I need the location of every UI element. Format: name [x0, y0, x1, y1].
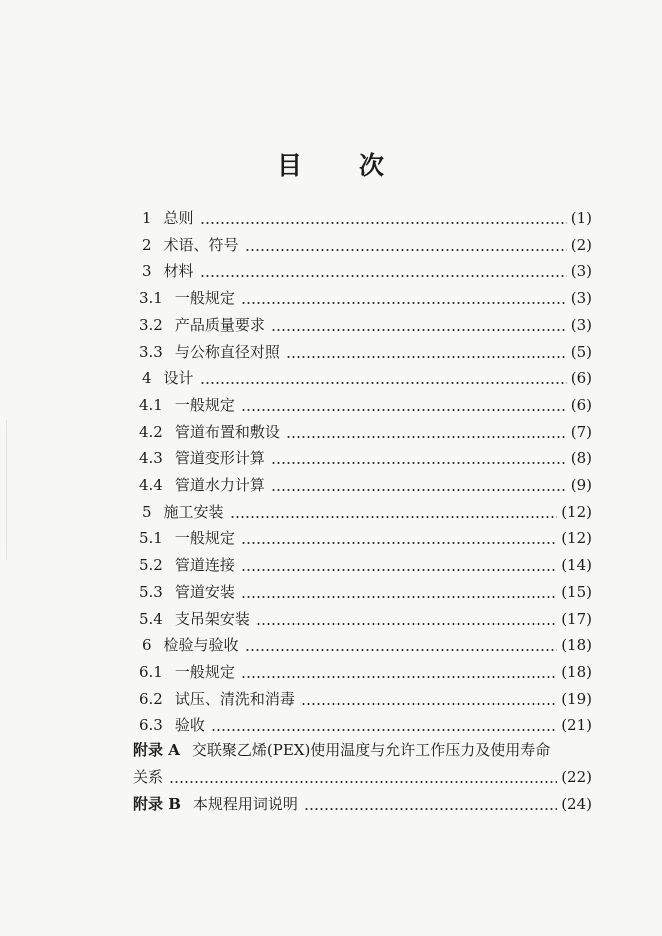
toc-entry [139, 311, 592, 335]
toc-entry-number: 4.4 [139, 476, 163, 494]
appendix-a-page: (22) [561, 767, 592, 786]
toc-entry-page: (19) [561, 689, 592, 708]
dot-leader [271, 489, 567, 491]
toc-entry [139, 284, 592, 308]
toc-entry [142, 257, 592, 281]
dot-leader [241, 542, 557, 544]
toc-entry-label: 施工安装 [163, 502, 224, 521]
toc-entry-page: (6) [570, 395, 592, 414]
toc-appendix-a [133, 736, 592, 760]
dot-leader [211, 729, 557, 731]
dot-leader [271, 329, 567, 331]
toc-entry-page: (2) [570, 235, 592, 254]
toc-entry-page: (18) [561, 662, 592, 681]
toc-entry [139, 685, 592, 709]
toc-entry [142, 631, 592, 655]
toc-entry-page: (12) [561, 529, 592, 548]
title-right-char: 次 [359, 151, 386, 180]
toc-entry-number: 6.2 [139, 689, 163, 708]
toc-entry-label: 一般规定 [174, 662, 235, 681]
appendix-b-label: 本规程用词说明 [192, 795, 298, 814]
dot-leader [169, 781, 557, 783]
toc-entry-number: 5.1 [139, 529, 163, 548]
toc-entry-label: 术语、符号 [163, 235, 239, 254]
toc-entry-label: 一般规定 [174, 395, 235, 414]
dot-leader [230, 516, 558, 518]
toc-entry-number: 6.3 [139, 716, 163, 735]
toc-entry-page: (1) [570, 209, 592, 227]
toc-entry-label: 与公称直径对照 [174, 342, 280, 361]
toc-entry [142, 231, 592, 255]
dot-leader [301, 703, 557, 705]
toc-entry-label: 管道变形计算 [174, 449, 265, 468]
toc-entry [139, 551, 592, 575]
dot-leader [241, 302, 567, 304]
appendix-a-number: 附录 A [133, 741, 180, 759]
toc-entry-page: (3) [570, 262, 592, 281]
toc-entry-page: (15) [561, 582, 592, 601]
dot-leader [241, 569, 557, 571]
toc-entry-number: 2 [142, 235, 152, 254]
dot-leader [245, 249, 567, 251]
dot-leader [271, 462, 567, 464]
toc-entry [139, 711, 592, 735]
toc-entry-label: 产品质量要求 [174, 315, 265, 334]
toc-entry-label: 验收 [174, 716, 205, 735]
toc-entry-page: (18) [561, 636, 592, 655]
toc-entry [139, 391, 592, 415]
toc-entry-number: 5.2 [139, 556, 163, 575]
appendix-b-page: (24) [561, 795, 592, 814]
toc-entry-number: 5.4 [139, 609, 163, 628]
toc-entry [142, 364, 592, 388]
toc-entry [139, 605, 592, 629]
toc-entry-number: 6.1 [139, 662, 163, 681]
toc-entry-number: 3 [142, 262, 152, 281]
toc-entry-page: (7) [570, 422, 592, 441]
toc-entry-page: (3) [570, 289, 592, 308]
toc-entry-label: 设计 [163, 369, 194, 388]
toc-entry-page: (6) [570, 369, 592, 388]
toc-entry-label: 一般规定 [174, 529, 235, 548]
toc-entry-label: 管道连接 [174, 556, 235, 575]
toc-entry-label: 总则 [163, 209, 194, 227]
toc-entry-label: 一般规定 [174, 289, 235, 308]
toc-entry-label: 试压、清洗和消毒 [174, 689, 295, 708]
toc-entry-number: 3.3 [139, 342, 163, 361]
dot-leader [256, 623, 557, 625]
toc-appendix-a-continuation [133, 763, 592, 787]
dot-leader [304, 808, 557, 810]
toc-entry-number: 3.1 [139, 289, 163, 308]
toc-entry-page: (21) [561, 716, 592, 735]
toc-entry-label: 材料 [163, 262, 194, 281]
toc-entry-page: (12) [561, 502, 592, 521]
toc-entry [139, 444, 592, 468]
toc-entry-page: (14) [561, 556, 592, 575]
toc-entry [139, 524, 592, 548]
dot-leader [241, 676, 557, 678]
toc-entry-number: 4.3 [139, 449, 163, 468]
toc-entry-page: (9) [570, 476, 592, 494]
toc-entry-label: 管道水力计算 [174, 476, 265, 494]
toc-entry-page: (17) [561, 609, 592, 628]
toc-entry [139, 578, 592, 602]
toc-entry-number: 5 [142, 502, 152, 521]
toc-entry [139, 471, 592, 495]
dot-leader [286, 436, 567, 438]
toc-entry-label: 支吊架安装 [174, 609, 250, 628]
dot-leader [200, 382, 567, 384]
toc-entry-number: 4 [142, 369, 152, 388]
toc-entry-label: 管道安装 [174, 582, 235, 601]
dot-leader [241, 409, 567, 411]
dot-leader [200, 222, 567, 224]
toc-entry-number: 1 [142, 209, 152, 227]
toc-entry [142, 498, 592, 522]
toc-entry-page: (8) [570, 449, 592, 468]
dot-leader [245, 649, 558, 651]
toc-entry-number: 3.2 [139, 315, 163, 334]
title-left-char: 目 [276, 151, 303, 180]
toc-entry-label: 检验与验收 [163, 636, 239, 655]
toc-entry-number: 6 [142, 636, 152, 655]
toc-entry [139, 338, 592, 362]
toc-entry [142, 204, 592, 228]
dot-leader [241, 596, 557, 598]
dot-leader [286, 356, 567, 358]
toc-entry-number: 5.3 [139, 582, 163, 601]
toc-entry-number: 4.2 [139, 422, 163, 441]
toc-entry-label: 管道布置和敷设 [174, 422, 280, 441]
appendix-b-number: 附录 B [133, 795, 181, 814]
toc-entry-page: (3) [570, 315, 592, 334]
toc-entry [139, 418, 592, 442]
toc-appendix-b [133, 790, 592, 814]
toc-entry [139, 658, 592, 682]
toc-entry-page: (5) [570, 342, 592, 361]
dot-leader [200, 275, 567, 277]
toc-entry-number: 4.1 [139, 395, 163, 414]
appendix-a-continuation-label: 关系 [133, 767, 164, 786]
appendix-a-label: 交联聚乙烯(PEX)使用温度与允许工作压力及使用寿命 [191, 741, 551, 759]
